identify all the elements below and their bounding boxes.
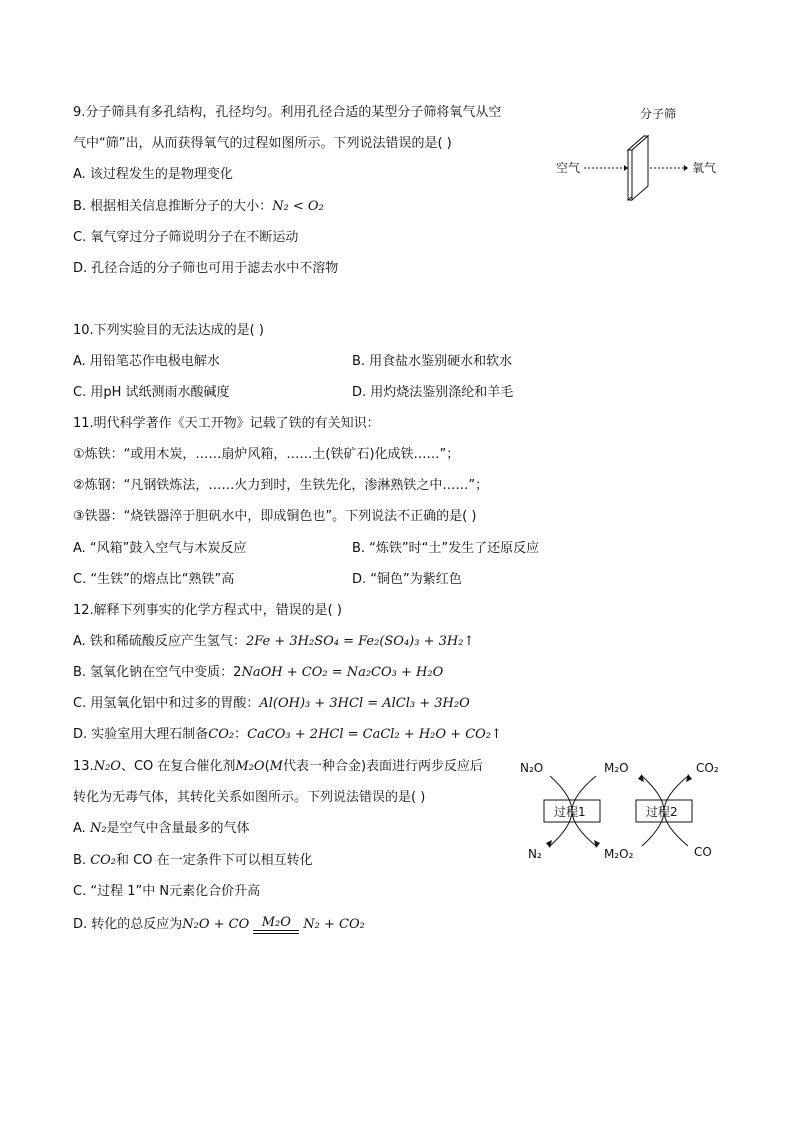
m2o-top-label: M₂O <box>604 761 629 775</box>
q13-option-d: D. 转化的总反应为N₂O + CO M₂O N₂ + CO₂ <box>73 914 365 932</box>
q11-option-c: C. “生铁”的熔点比“熟铁”高 <box>73 572 235 587</box>
q11-option-d: D. “铜色”为紫红色 <box>352 572 462 587</box>
q13-stem-line2: 转化为无毒气体，其转化关系如图所示。下列说法错误的是( ) <box>73 790 426 805</box>
sieve-label: 分子筛 <box>640 107 677 121</box>
q9-stem-line1: 9.分子筛具有多孔结构，孔径均匀。利用孔径合适的某型分子筛将氧气从空 <box>73 105 502 120</box>
q11-option-b: B. “炼铁”时“土”发生了还原反应 <box>352 541 540 556</box>
q11-quote-2: ②炼钢：“凡钢铁炼法，……火力到时，生铁先化，渗淋熟铁之中……”； <box>73 478 489 493</box>
q13-option-b: B. CO₂和 CO 在一定条件下可以相互转化 <box>73 853 313 868</box>
q10-option-b: B. 用食盐水鉴别硬水和软水 <box>352 354 513 369</box>
catalytic-conversion-figure <box>510 752 740 867</box>
q9-option-a: A. 该过程发生的是物理变化 <box>73 167 233 182</box>
q12-option-b: B. 氢氧化钠在空气中变质：2NaOH + CO₂ = Na₂CO₃ + H₂O <box>73 665 444 680</box>
q10-option-a: A. 用铅笔芯作电极电解水 <box>73 354 220 369</box>
q13-option-c: C. “过程 1”中 N元素化合价升高 <box>73 884 261 899</box>
q11-quote-3: ③铁器：“烧铁器淬于胆矾水中，即成铜色也”。下列说法不正确的是( ) <box>73 509 477 524</box>
process-2-label: 过程2 <box>646 805 678 819</box>
m2o2-label: M₂O₂ <box>604 847 634 861</box>
q12-option-d: D. 实验室用大理石制备CO₂：CaCO₃ + 2HCl = CaCl₂ + H₂O + CO₂↑ <box>73 727 502 742</box>
q9-option-c: C. 氧气穿过分子筛说明分子在不断运动 <box>73 230 299 245</box>
q12-stem: 12.解释下列事实的化学方程式中，错误的是( ) <box>73 603 342 618</box>
co2-label: CO₂ <box>696 761 719 775</box>
q12-option-c: C. 用氢氧化铝中和过多的胃酸：Al(OH)₃ + 3HCl = AlCl₃ + 3H₂O <box>73 696 470 711</box>
catalyst-equals: M₂O <box>253 916 299 934</box>
molecular-sieve-figure <box>552 100 732 210</box>
q10-stem: 10.下列实验目的无法达成的是( ) <box>73 323 264 338</box>
q9-option-d: D. 孔径合适的分子筛也可用于滤去水中不溶物 <box>73 261 339 276</box>
q11-quote-1: ①炼铁：“或用木炭，……扇炉风箱，……土(铁矿石)化成铁……”； <box>73 447 460 462</box>
q10-option-d: D. 用灼烧法鉴别涤纶和羊毛 <box>352 385 514 400</box>
q9-option-b: B. 根据相关信息推断分子的大小：N₂ < O₂ <box>73 199 324 214</box>
q12-option-a: A. 铁和稀硫酸反应产生氢气：2Fe + 3H₂SO₄ = Fe₂(SO₄)₃ + 3H₂↑ <box>73 634 475 649</box>
n2-label: N₂ <box>528 847 542 861</box>
q13-stem-line1: 13.N₂O、CO 在复合催化剂M₂O(M代表一种合金)表面进行两步反应后 <box>73 759 484 774</box>
oxygen-label: 氧气 <box>692 161 717 175</box>
air-label: 空气 <box>556 161 581 175</box>
q11-stem: 11.明代科学著作《天工开物》记载了铁的有关知识： <box>73 416 380 431</box>
co-label: CO <box>694 845 712 859</box>
q9-stem-line2: 气中“筛”出，从而获得氧气的过程如图所示。下列说法错误的是( ) <box>73 136 452 151</box>
process-1-label: 过程1 <box>554 805 586 819</box>
q11-option-a: A. “风箱”鼓入空气与木炭反应 <box>73 541 247 556</box>
q13-option-a: A. N₂是空气中含量最多的气体 <box>73 821 250 836</box>
n2o-label: N₂O <box>520 761 544 775</box>
q10-option-c: C. 用pH 试纸测雨水酸碱度 <box>73 385 230 400</box>
